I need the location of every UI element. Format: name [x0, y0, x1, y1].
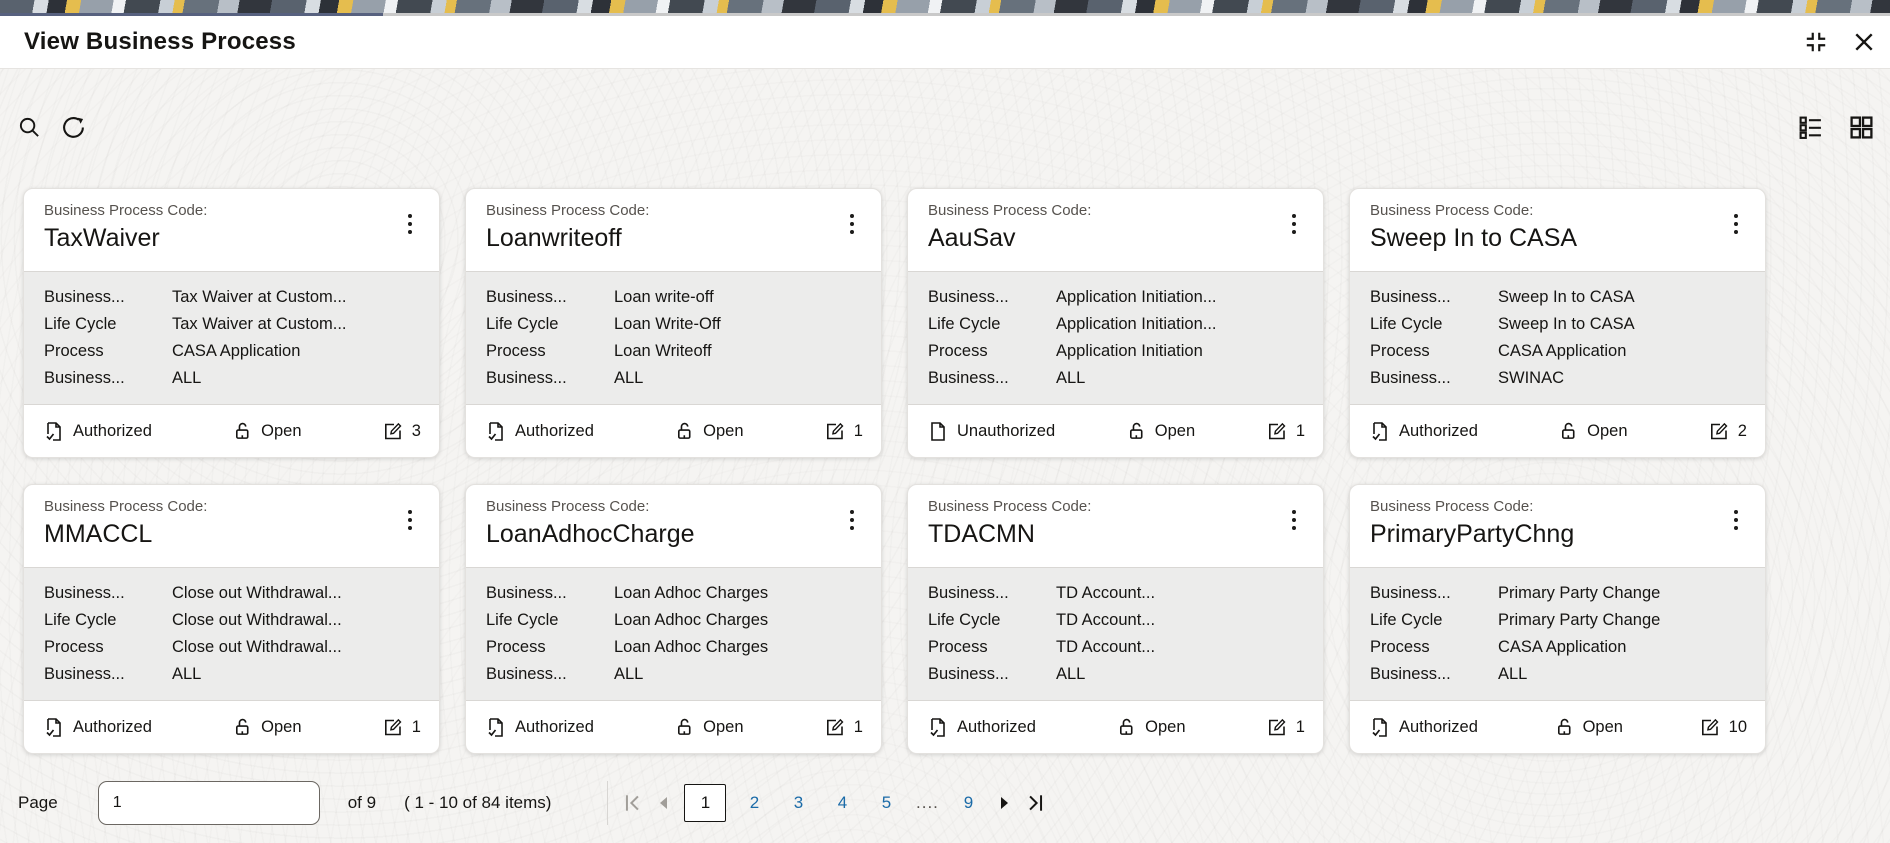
refresh-icon[interactable] [61, 115, 86, 140]
edit-count-value: 1 [853, 421, 863, 440]
authorization-status [44, 421, 152, 442]
field-value: TD Account... [1056, 611, 1156, 629]
card-header-label: Business Process Code: [1370, 498, 1534, 515]
page-ellipsis: .... [914, 784, 940, 822]
business-process-code: LoanAdhocCharge [486, 520, 695, 548]
next-page-icon[interactable] [996, 795, 1012, 811]
list-view-icon[interactable] [1798, 115, 1823, 140]
authorized-doc-icon [928, 717, 948, 738]
business-process-card[interactable] [465, 484, 882, 754]
authorization-status [486, 421, 594, 442]
field-label: Business... [486, 584, 567, 602]
card-header-label: Business Process Code: [486, 498, 650, 515]
field-label: Process [1370, 342, 1430, 360]
page-link[interactable]: 3 [782, 784, 814, 822]
field-value: ALL [172, 665, 202, 683]
authorization-status [928, 421, 1055, 442]
status-text: Authorized [73, 421, 152, 440]
status-text: Authorized [73, 717, 152, 736]
kebab-menu-icon[interactable] [837, 498, 867, 542]
edit-icon [383, 421, 403, 441]
authorized-doc-icon [44, 421, 64, 442]
field-value: Tax Waiver at Custom... [172, 288, 347, 306]
business-process-card[interactable] [23, 188, 440, 458]
status-text: Authorized [1399, 421, 1478, 440]
field-label: Business... [1370, 369, 1451, 387]
kebab-menu-icon[interactable] [1721, 202, 1751, 246]
business-process-code: AauSav [928, 224, 1016, 252]
edit-icon [825, 421, 845, 441]
unlock-icon [1117, 717, 1136, 737]
field-label: Life Cycle [486, 315, 559, 333]
field-label: Business... [1370, 288, 1451, 306]
field-label: Life Cycle [44, 315, 117, 333]
field-label: Business... [44, 288, 125, 306]
lock-text: Open [1587, 421, 1628, 440]
lock-text: Open [1145, 717, 1186, 736]
lock-text: Open [1154, 421, 1196, 440]
field-value: Primary Party Change [1498, 611, 1661, 629]
lock-text: Open [261, 717, 302, 736]
authorization-status [1370, 421, 1478, 442]
restore-size-icon[interactable] [1803, 29, 1829, 55]
card-details [24, 567, 439, 701]
search-icon[interactable] [18, 116, 41, 139]
page-number-input[interactable] [98, 781, 320, 825]
field-label: Business... [1370, 584, 1451, 602]
card-header-label: Business Process Code: [928, 498, 1092, 515]
card-details [1350, 567, 1765, 701]
field-label: Life Cycle [1370, 611, 1443, 629]
page-links [684, 784, 984, 822]
edit-count [383, 421, 421, 441]
status-text: Authorized [1399, 717, 1478, 736]
last-page-icon[interactable] [1024, 792, 1046, 814]
business-process-code: Loanwriteoff [486, 224, 622, 252]
business-process-code: MMACCL [44, 520, 153, 548]
field-label: Business... [486, 665, 567, 683]
card-header-label: Business Process Code: [44, 202, 208, 219]
field-label: Business... [1370, 665, 1451, 683]
pagination-bar [18, 781, 1890, 825]
status-text: Unauthorized [957, 421, 1056, 440]
card-details [908, 271, 1323, 405]
items-range: ( 1 - 10 of 84 items) [404, 793, 552, 812]
edit-count-value: 1 [1295, 421, 1305, 440]
edit-count-value: 1 [411, 717, 421, 736]
edit-count [1267, 421, 1305, 441]
field-value: Primary Party Change [1498, 584, 1661, 602]
field-label: Life Cycle [486, 611, 559, 629]
field-label: Business... [486, 288, 567, 306]
record-status [1555, 717, 1623, 737]
lock-text: Open [261, 421, 302, 440]
edit-icon [1267, 717, 1287, 737]
field-label: Life Cycle [928, 611, 1001, 629]
unlock-icon [675, 421, 694, 441]
authorization-status [486, 717, 594, 738]
card-details [466, 271, 881, 405]
authorization-status [1370, 717, 1478, 738]
field-value: Close out Withdrawal... [172, 611, 342, 629]
field-value: Sweep In to CASA [1498, 315, 1635, 333]
field-label: Business... [44, 584, 125, 602]
unlock-icon [675, 717, 694, 737]
edit-count [383, 717, 421, 737]
field-label: Business... [44, 369, 125, 387]
field-label: Business... [928, 369, 1009, 387]
unlock-icon [233, 717, 252, 737]
business-process-code: PrimaryPartyChng [1370, 520, 1575, 548]
field-label: Life Cycle [44, 611, 117, 629]
field-label: Process [44, 638, 104, 656]
page-link[interactable]: 9 [952, 784, 984, 822]
card-details [1350, 271, 1765, 405]
kebab-menu-icon[interactable] [1279, 202, 1309, 246]
current-page[interactable]: 1 [684, 784, 726, 822]
business-process-card[interactable] [1349, 484, 1766, 754]
authorized-doc-icon [44, 717, 64, 738]
toolbar [0, 69, 1890, 139]
field-value: Loan Adhoc Charges [614, 611, 769, 629]
page-link[interactable]: 5 [870, 784, 902, 822]
field-value: TD Account... [1056, 638, 1156, 656]
field-label: Process [1370, 638, 1430, 656]
card-header-label: Business Process Code: [928, 202, 1092, 219]
kebab-menu-icon[interactable] [395, 498, 425, 542]
edit-count-value: 3 [411, 421, 421, 440]
unlock-icon [1559, 421, 1578, 441]
field-label: Business... [44, 665, 125, 683]
field-value: ALL [614, 369, 644, 387]
field-value: CASA Application [172, 342, 301, 360]
edit-count [825, 717, 863, 737]
record-status [675, 717, 743, 737]
status-text: Authorized [515, 717, 594, 736]
field-value: TD Account... [1056, 584, 1156, 602]
authorized-doc-icon [1370, 717, 1390, 738]
window-header [0, 16, 1890, 69]
edit-count [1709, 421, 1747, 441]
record-status [1117, 717, 1185, 737]
field-label: Business... [928, 288, 1009, 306]
edit-count [1267, 717, 1305, 737]
field-value: Loan Adhoc Charges [614, 638, 769, 656]
edit-count-value: 1 [853, 717, 863, 736]
business-process-code: TDACMN [928, 520, 1035, 548]
field-value: Application Initiation [1056, 342, 1203, 360]
field-value: Loan Write-Off [614, 315, 721, 333]
business-process-card[interactable] [1349, 188, 1766, 458]
kebab-menu-icon[interactable] [1279, 498, 1309, 542]
page-link[interactable]: 2 [738, 784, 770, 822]
page-title: View Business Process [24, 28, 296, 55]
edit-count-value: 2 [1737, 421, 1747, 440]
field-label: Process [44, 342, 104, 360]
authorized-doc-icon [1370, 421, 1390, 442]
edit-icon [825, 717, 845, 737]
status-text: Authorized [515, 421, 594, 440]
field-value: Loan Adhoc Charges [614, 584, 769, 602]
business-process-code: TaxWaiver [44, 224, 160, 252]
unauthorized-doc-icon [928, 421, 948, 442]
field-label: Business... [928, 584, 1009, 602]
field-label: Life Cycle [928, 315, 1001, 333]
field-value: Close out Withdrawal... [172, 638, 342, 656]
field-label: Life Cycle [1370, 315, 1443, 333]
card-details [24, 271, 439, 405]
kebab-menu-icon[interactable] [837, 202, 867, 246]
record-status [675, 421, 743, 441]
field-value: CASA Application [1498, 638, 1627, 656]
field-value: Loan Writeoff [614, 342, 712, 360]
card-details [908, 567, 1323, 701]
edit-icon [1267, 421, 1287, 441]
authorization-status [44, 717, 152, 738]
edit-count-value: 10 [1728, 717, 1747, 736]
edit-count-value: 1 [1295, 717, 1305, 736]
authorized-doc-icon [486, 421, 506, 442]
edit-icon [1709, 421, 1729, 441]
field-value: Tax Waiver at Custom... [172, 315, 347, 333]
edit-icon [1700, 717, 1720, 737]
field-value: SWINAC [1498, 369, 1564, 387]
card-header-label: Business Process Code: [44, 498, 208, 515]
first-page-icon[interactable] [622, 792, 644, 814]
grid-view-icon[interactable] [1849, 115, 1874, 140]
page-link[interactable]: 4 [826, 784, 858, 822]
card-grid [23, 188, 1890, 754]
close-icon[interactable] [1853, 31, 1875, 53]
record-status [1127, 421, 1195, 441]
lock-text: Open [1582, 717, 1623, 736]
field-label: Business... [486, 369, 567, 387]
edit-count [825, 421, 863, 441]
field-value: Loan write-off [614, 288, 714, 306]
unlock-icon [1555, 717, 1574, 737]
divider [607, 781, 608, 825]
field-value: Application Initiation... [1056, 288, 1217, 306]
field-value: ALL [172, 369, 202, 387]
edit-count [1700, 717, 1747, 737]
record-status [233, 717, 301, 737]
status-text: Authorized [957, 717, 1036, 736]
page-of-total: of 9 [347, 793, 377, 812]
field-label: Business... [928, 665, 1009, 683]
business-process-card[interactable] [465, 188, 882, 458]
business-process-card[interactable] [907, 484, 1324, 754]
decorative-banner [0, 0, 1890, 13]
lock-text: Open [703, 717, 744, 736]
content-area [0, 69, 1890, 843]
field-label: Process [486, 638, 546, 656]
kebab-menu-icon[interactable] [395, 202, 425, 246]
field-value: Close out Withdrawal... [172, 584, 342, 602]
business-process-code: Sweep In to CASA [1370, 224, 1578, 252]
field-value: ALL [1498, 665, 1528, 683]
previous-page-icon[interactable] [656, 795, 672, 811]
business-process-card[interactable] [23, 484, 440, 754]
record-status [1559, 421, 1627, 441]
field-label: Process [928, 342, 988, 360]
field-value: Application Initiation... [1056, 315, 1217, 333]
unlock-icon [233, 421, 252, 441]
card-header-label: Business Process Code: [1370, 202, 1534, 219]
page-label: Page [18, 793, 58, 812]
authorization-status [928, 717, 1036, 738]
card-details [466, 567, 881, 701]
kebab-menu-icon[interactable] [1721, 498, 1751, 542]
authorized-doc-icon [486, 717, 506, 738]
unlock-icon [1127, 421, 1146, 441]
field-value: ALL [614, 665, 644, 683]
edit-icon [383, 717, 403, 737]
field-value: CASA Application [1498, 342, 1627, 360]
field-label: Process [928, 638, 988, 656]
field-value: ALL [1056, 369, 1086, 387]
lock-text: Open [703, 421, 744, 440]
record-status [233, 421, 301, 441]
business-process-card[interactable] [907, 188, 1324, 458]
field-value: Sweep In to CASA [1498, 288, 1635, 306]
card-header-label: Business Process Code: [486, 202, 650, 219]
field-value: ALL [1056, 665, 1086, 683]
field-label: Process [486, 342, 546, 360]
